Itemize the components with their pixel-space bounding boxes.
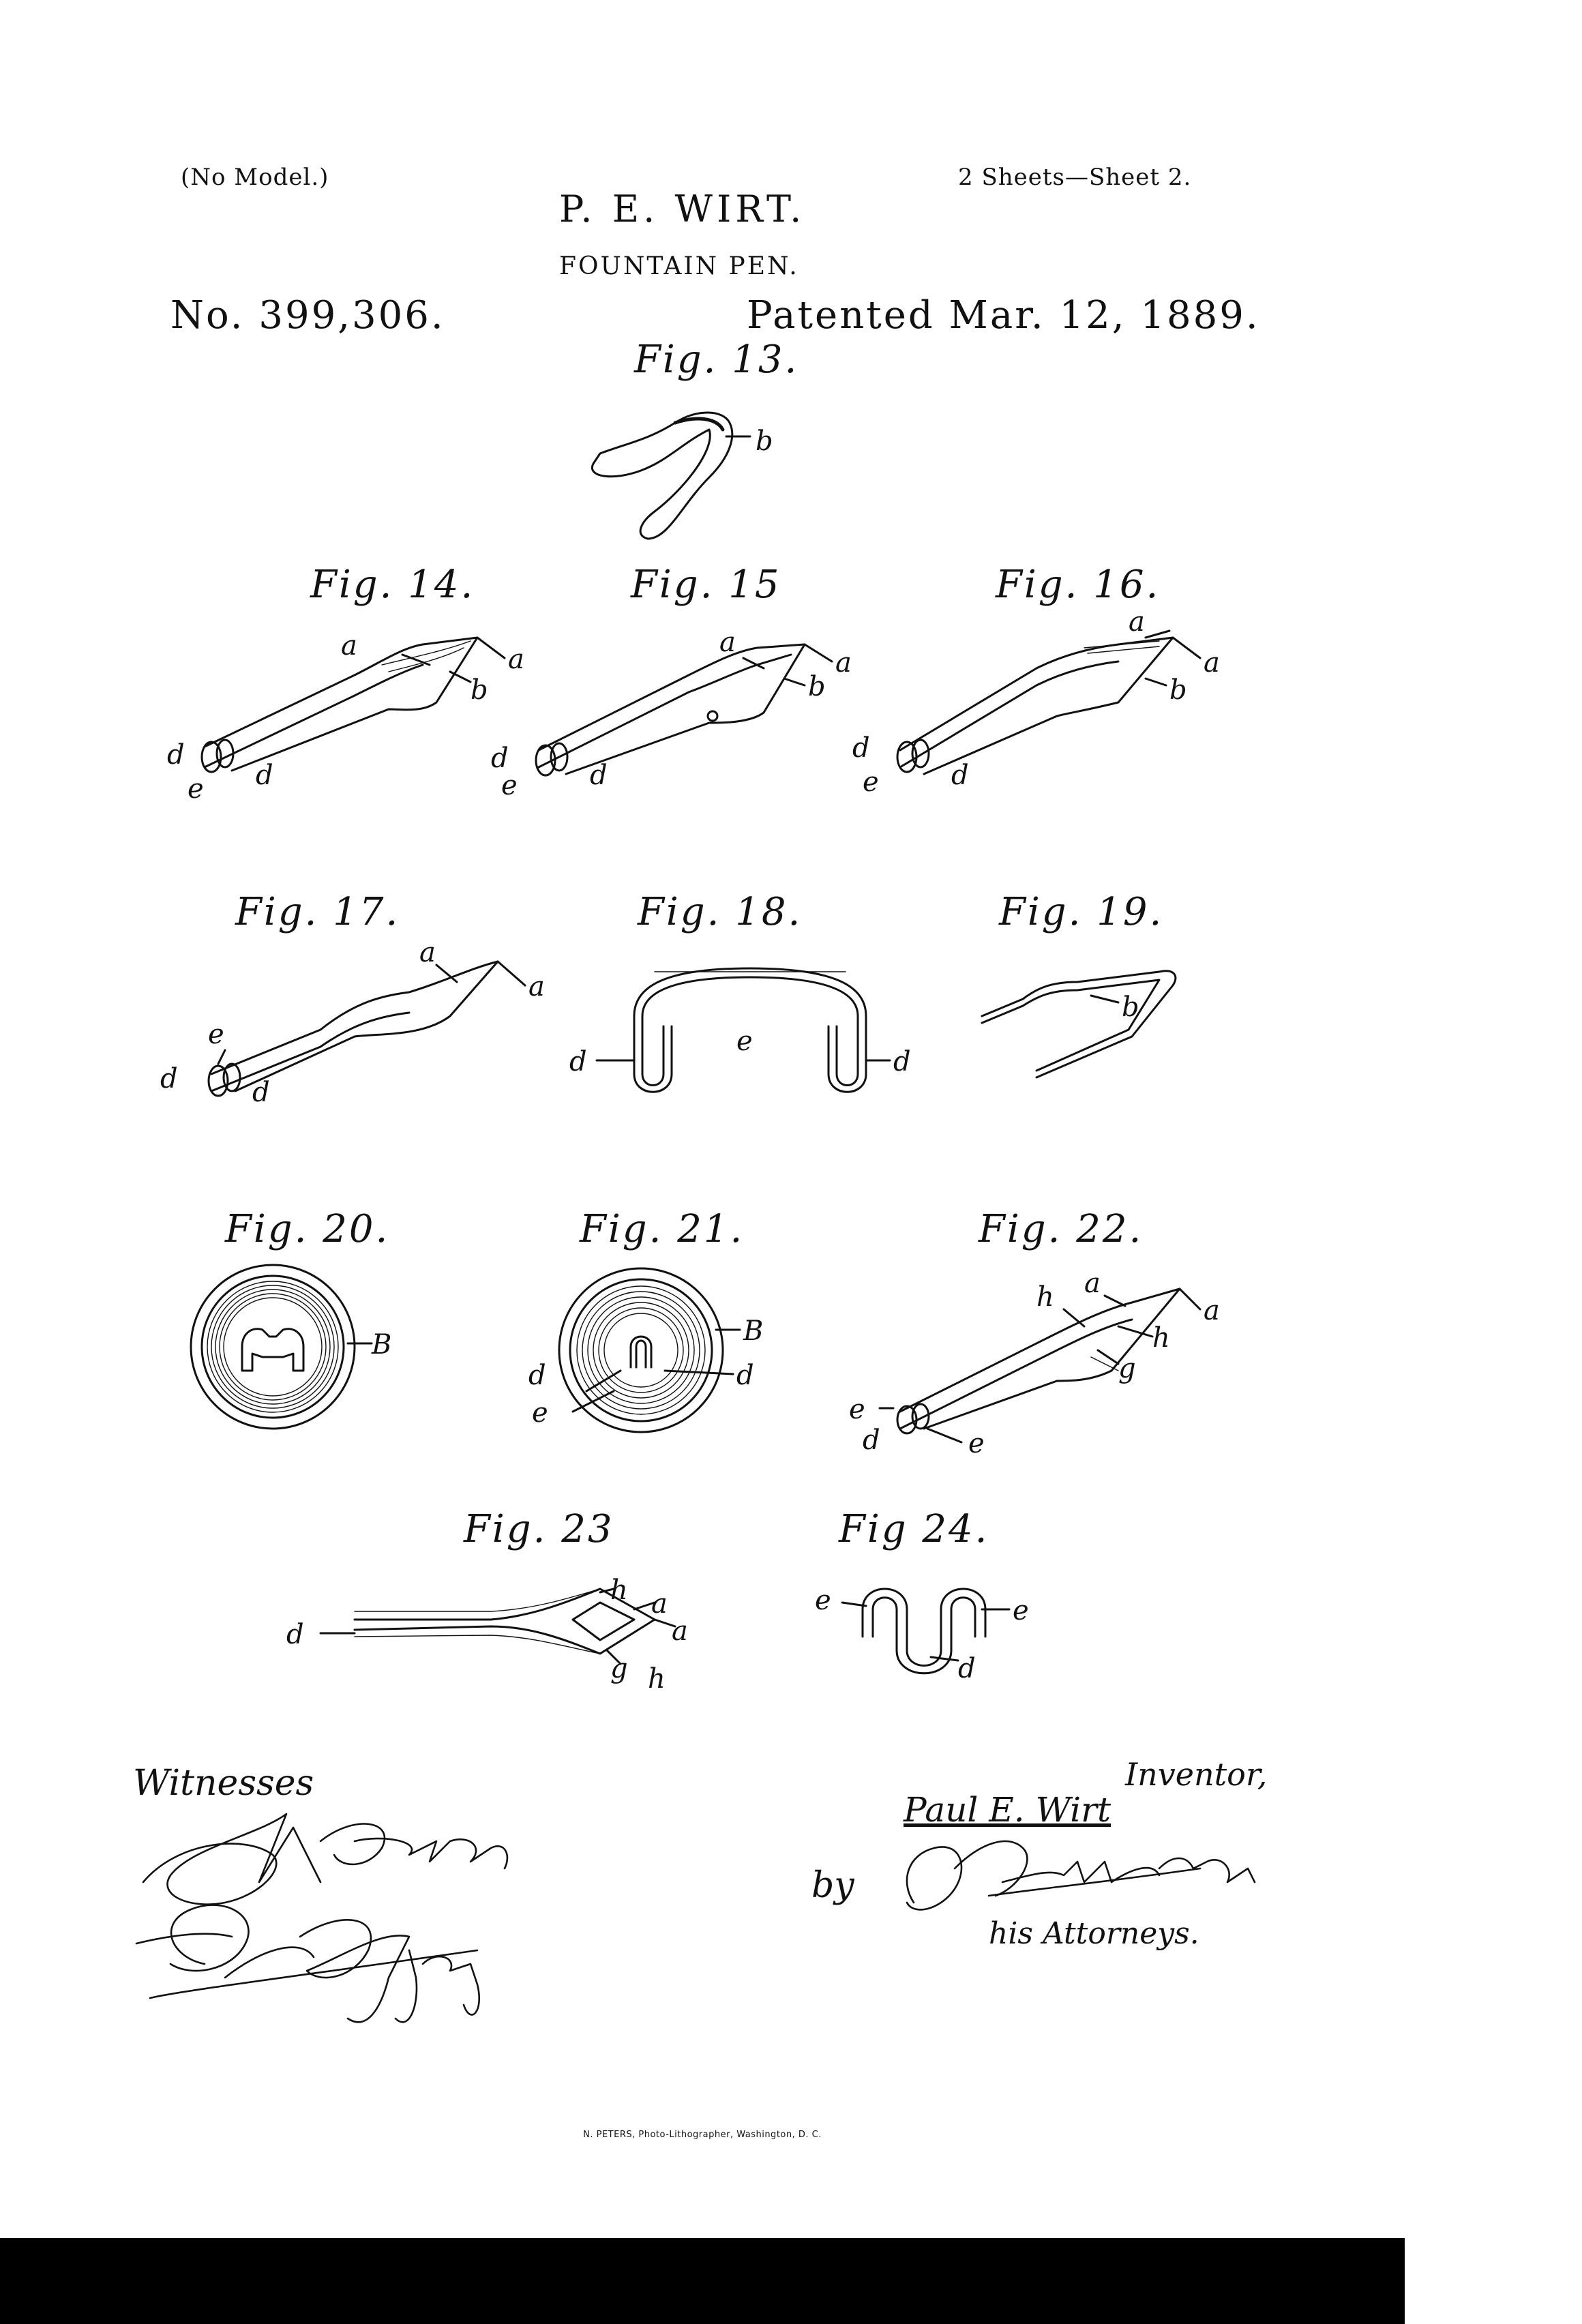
- fig-16-ref-a1: a: [1129, 606, 1145, 638]
- fig-16-ref-e: e: [863, 766, 879, 798]
- fig-18-ref-e: e: [736, 1026, 753, 1057]
- witness-signatures: [136, 1814, 507, 2022]
- fig-16-ref-a2: a: [1204, 647, 1220, 679]
- fig-22-ref-d: d: [863, 1425, 880, 1456]
- fig-16-ref-d2: d: [951, 760, 969, 791]
- fig-22-ref-h2: h: [1152, 1322, 1170, 1354]
- fig-23-ref-d: d: [286, 1619, 304, 1650]
- fig-14-ref-d2: d: [256, 760, 273, 791]
- fig-23-drawing: [286, 1575, 688, 1695]
- fig-23-ref-h2: h: [648, 1663, 666, 1695]
- patent-number: No. 399,306.: [170, 293, 445, 338]
- fig-23-ref-a2: a: [672, 1615, 688, 1647]
- fig-23-ref-h1: h: [610, 1575, 628, 1606]
- fig-23-ref-a1: a: [651, 1588, 668, 1620]
- sheet-number: 2 Sheets—Sheet 2.: [958, 164, 1192, 191]
- fig-22-ref-g: g: [1118, 1353, 1136, 1384]
- fig-23-label: Fig. 23: [464, 1507, 614, 1551]
- fig-13-drawing: [592, 413, 773, 539]
- fig-18-ref-d1: d: [569, 1046, 587, 1077]
- fig-24-drawing: [815, 1585, 1029, 1684]
- fig-20-ref-B: B: [372, 1329, 392, 1360]
- fig-21-ref-d1: d: [528, 1360, 546, 1391]
- fig-15-ref-d2: d: [590, 760, 608, 791]
- fig-24-label: Fig 24.: [839, 1507, 989, 1551]
- fig-16-label: Fig. 16.: [996, 563, 1161, 607]
- fig-15-ref-a2: a: [835, 647, 852, 679]
- fig-20-drawing: [191, 1265, 391, 1429]
- fig-13-ref-b: b: [756, 426, 773, 457]
- by-label: by: [811, 1865, 854, 1906]
- fig-14-ref-d1: d: [167, 739, 185, 771]
- fig-18-label: Fig. 18.: [638, 890, 803, 934]
- fig-22-ref-e2: e: [968, 1428, 985, 1459]
- fig-17-ref-d2: d: [252, 1077, 270, 1108]
- fig-22-ref-e1: e: [849, 1394, 865, 1425]
- fig-15-drawing: [491, 627, 852, 801]
- fig-15-ref-d1: d: [491, 743, 509, 774]
- fig-17-label: Fig. 17.: [235, 890, 400, 934]
- inventor-signature: Paul E. Wirt: [904, 1790, 1111, 1830]
- fig-21-label: Fig. 21.: [580, 1207, 745, 1251]
- scan-edge-bar: [0, 2238, 1405, 2324]
- fig-17-ref-a1: a: [419, 937, 436, 968]
- fig-14-ref-e: e: [188, 773, 204, 805]
- fig-15-ref-e: e: [501, 770, 518, 801]
- fig-24-ref-e2: e: [1013, 1595, 1029, 1626]
- fig-21-drawing: [528, 1268, 763, 1432]
- fig-22-drawing: [849, 1268, 1220, 1459]
- fig-22-ref-a2: a: [1204, 1295, 1220, 1326]
- fig-17-ref-a2: a: [528, 971, 545, 1002]
- fig-18-drawing: [569, 968, 911, 1092]
- fig-16-ref-d1: d: [852, 732, 870, 764]
- fig-14-ref-b: b: [471, 674, 488, 706]
- fig-14-drawing: [167, 630, 524, 805]
- fig-16-drawing: [852, 606, 1220, 798]
- fig-22-ref-a1: a: [1084, 1268, 1101, 1299]
- fig-17-ref-d1: d: [160, 1063, 178, 1094]
- fig-21-ref-d2: d: [736, 1360, 754, 1391]
- inventor-label: Inventor,: [1125, 1756, 1268, 1793]
- fig-15-label: Fig. 15: [631, 563, 781, 607]
- fig-22-label: Fig. 22.: [979, 1207, 1144, 1251]
- fig-15-ref-a1: a: [719, 627, 736, 658]
- fig-17-ref-e: e: [208, 1019, 224, 1050]
- attorney-signature: [907, 1841, 1255, 1909]
- fig-24-ref-e1: e: [815, 1585, 831, 1616]
- fig-14-ref-a2: a: [508, 644, 524, 675]
- patent-date: Patented Mar. 12, 1889.: [747, 293, 1260, 338]
- lithographer-credit: N. PETERS, Photo-Lithographer, Washington, D. C.: [583, 2130, 822, 2140]
- fig-21-ref-e: e: [532, 1397, 548, 1429]
- fig-14-ref-a1: a: [341, 630, 357, 661]
- attorneys-label: his Attorneys.: [989, 1916, 1199, 1951]
- model-note: (No Model.): [181, 164, 329, 191]
- fig-19-drawing: [982, 971, 1176, 1077]
- fig-16-ref-b: b: [1169, 674, 1187, 706]
- fig-18-ref-d2: d: [893, 1046, 911, 1077]
- invention-title: FOUNTAIN PEN.: [559, 252, 799, 280]
- fig-19-label: Fig. 19.: [999, 890, 1164, 934]
- fig-14-label: Fig. 14.: [310, 563, 475, 607]
- witnesses-label: Witnesses: [133, 1763, 314, 1804]
- fig-17-drawing: [160, 937, 545, 1108]
- fig-22-ref-h1: h: [1036, 1281, 1054, 1313]
- fig-21-ref-B: B: [743, 1315, 764, 1347]
- fig-24-ref-d: d: [958, 1653, 976, 1684]
- fig-15-ref-b: b: [808, 671, 826, 702]
- inventor-name: P. E. WIRT.: [559, 188, 806, 230]
- fig-13-label: Fig. 13.: [634, 338, 799, 382]
- fig-19-ref-b: b: [1122, 992, 1139, 1023]
- fig-23-ref-g: g: [610, 1653, 628, 1684]
- fig-20-label: Fig. 20.: [225, 1207, 390, 1251]
